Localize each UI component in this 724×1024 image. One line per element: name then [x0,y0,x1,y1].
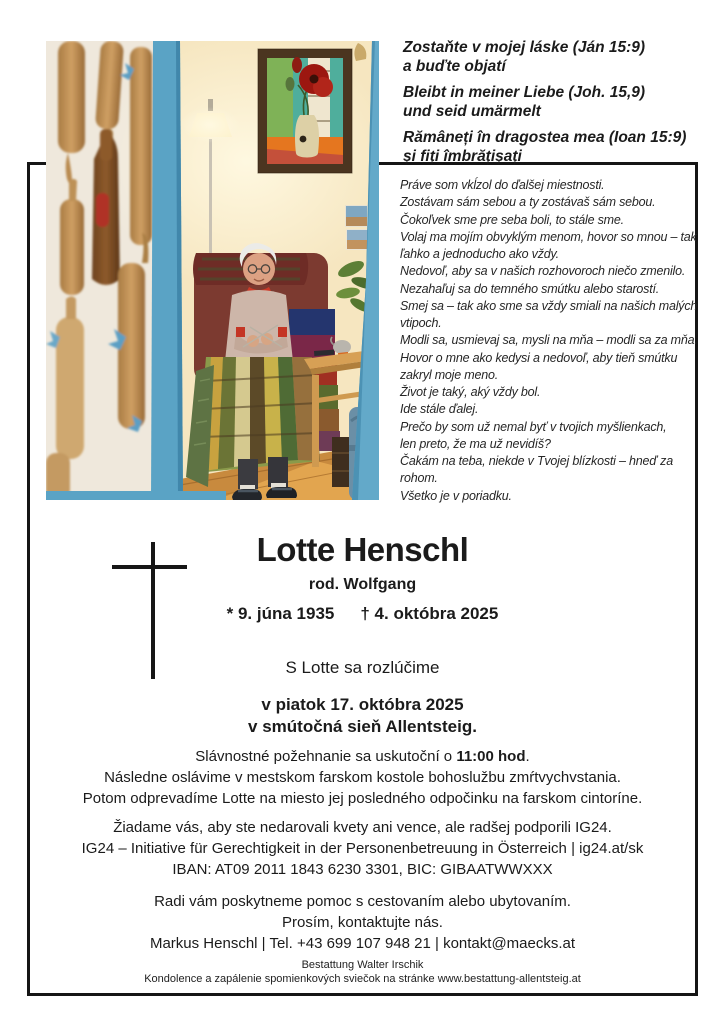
quote-romanian-line2: și fiți îmbrățișați [403,148,522,165]
poppy-painting [258,49,352,173]
contact-line1: Radi vám poskytneme pomoc s cestovaním alebo ubytovaním. [154,893,571,910]
poem-line: Nedovoľ, aby sa v našich rozhovoroch niečo zmenilo. [400,264,686,279]
farewell-place: v smútočná sieň Allentsteig. [248,717,477,736]
poem-line: Život je taký, aký vždy bol. [400,385,541,399]
funeral-home-footer [27,958,698,986]
poem-line: Modli sa, usmievaj sa, mysli na mňa – modli sa za mňa. [400,333,698,348]
service-line1-post: . [525,748,530,765]
poem-line: Volaj ma mojím obvyklým menom, hovor so mnou – tak [400,229,697,244]
donation-line2: IG24 – Initiative für Gerechtigkeit in der Personenbetreuung in Österreich | ig24.at/sk [81,840,644,857]
donation-info [27,817,698,880]
contact-line3: Markus Henschl | Tel. +43 699 107 948 21 | kontakt@maecks.at [149,935,576,952]
quote-slovak [403,38,715,76]
poem-line: rohom. [400,471,438,486]
poem-line: ľahko a jednoducho ako vždy. [400,247,559,261]
memorial-photo [46,41,379,500]
poem-line: Čokoľvek sme pre seba boli, to stále sme. [400,212,624,227]
donation-line1: Žiadame vás, aby ste nedarovali kvety ani vence, ale radšej podporili IG24. [113,819,612,836]
birth-date: * 9. júna 1935 [226,604,335,623]
poem-line: Všetko je v poriadku. [400,488,512,503]
service-line2: Následne oslávime v mestskom farskom kostole bohoslužbu zmŕtvychvstania. [104,769,621,786]
service-time: 11:00 hod [456,748,526,765]
quote-slovak-line2: a buďte objatí [403,58,506,75]
poem-line: len preto, že ma už nevidíš? [400,436,551,451]
poem-line: Prečo by som už nemal byť v tvojich myšlienkach, [400,419,667,434]
quote-german [403,83,715,121]
poem-line: Zostávam sám sebou a ty zostávaš sám sebou. [400,195,656,210]
contact-info [27,891,698,954]
farewell-date: v piatok 17. októbra 2025 [261,695,464,714]
poem-line: zakryl moje meno. [400,367,499,382]
quote-german-line2: und seid umärmelt [403,103,541,120]
maiden-name: rod. Wolfgang [308,576,417,593]
quote-romanian [403,128,715,166]
memorial-poem [400,177,698,505]
service-info [27,746,698,809]
condolence-note: Kondolence a zapálenie spomienkových sviečok na stránke www.bestattung-allentsteig.at [144,973,581,985]
deceased-name: Lotte Henschl [256,531,469,568]
quote-slovak-line1: Zostaňte v mojej láske (Ján 15:9) [403,39,646,56]
service-line1 [27,746,698,767]
poem-line: Nezahaľuj sa do temného smútku alebo starostí. [400,281,660,296]
poem-line: Ide stále ďalej. [400,402,479,417]
quote-german-line1: Bleibt in meiner Liebe (Joh. 15,9) [403,84,646,101]
bible-quotes [403,38,715,173]
service-line1-pre: Slávnostné požehnanie sa uskutoční o [195,748,457,765]
farewell-intro: S Lotte sa rozlúčime [285,658,440,677]
service-line3: Potom odprevadíme Lotte na miesto jej posledného odpočinku na farskom cintoríne. [82,790,643,807]
memorial-photo-graphic [46,41,379,500]
funeral-home-name: Bestattung Walter Irschik [301,959,424,971]
donation-iban: IBAN: AT09 2011 1843 6230 3301, BIC: GIBAATWWXXX [172,861,553,878]
quote-romanian-line1: Rămâneți în dragostea mea (Ioan 15:9) [403,129,687,146]
poem-line: Smej sa – tak ako sme sa vždy smiali na našich malých [400,298,698,313]
poem-line: Práve som vkĺzol do ďalšej miestnosti. [400,178,605,192]
death-date: † 4. októbra 2025 [360,604,499,623]
poem-line: vtipoch. [400,316,442,330]
poem-line: Hovor o mne ako kedysi a nedovoľ, aby tieň smútku [400,350,678,365]
poem-line: Čakám na teba, niekde v Tvojej blízkosti – hneď za [400,454,673,468]
contact-line2: Prosím, kontaktujte nás. [282,914,443,931]
life-dates [27,604,698,624]
